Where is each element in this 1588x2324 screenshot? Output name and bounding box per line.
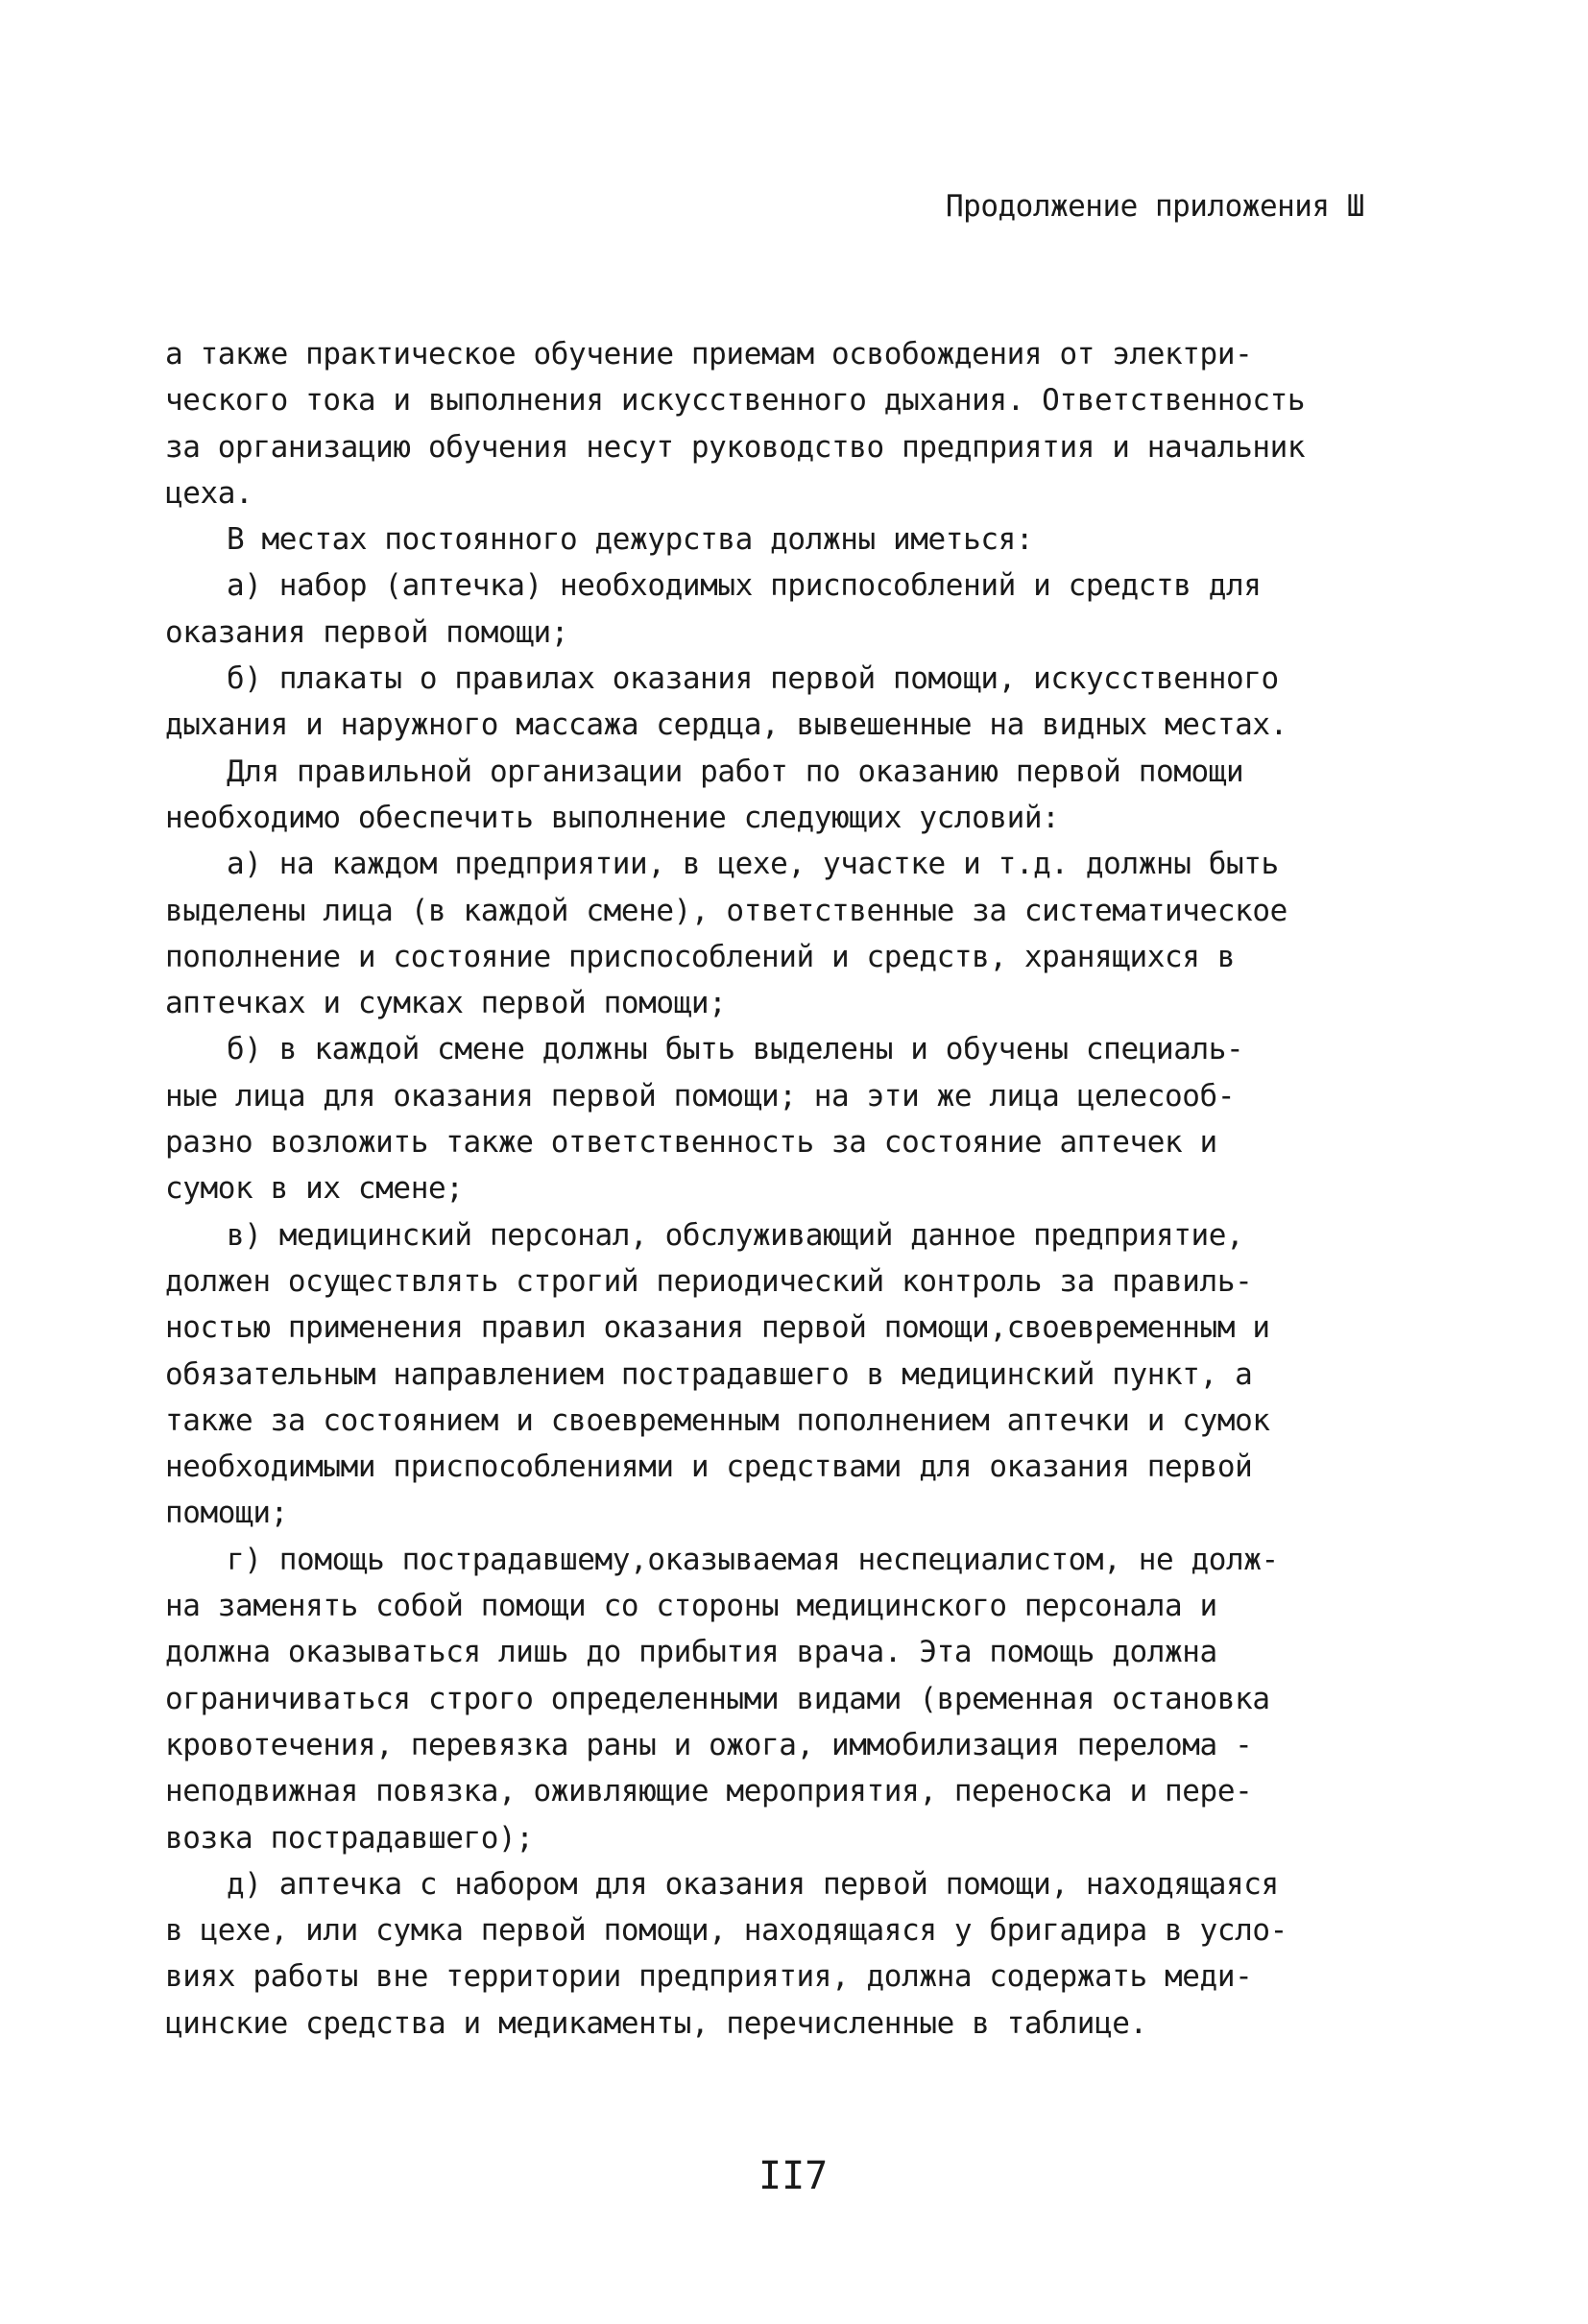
text-line: а) набор (аптечка) необходимых приспособлений и средств для [227,568,1262,604]
text-line: неподвижная повязка, оживляющие мероприятия, переноска и пере- [165,1774,1253,1809]
text-line: цеха. [165,475,253,511]
page-number: II7 [758,2154,829,2198]
text-line: на заменять собой помощи со стороны медицинского персонала и [165,1589,1217,1624]
text-line: также за состоянием и своевременным пополнением аптечки и сумок [165,1402,1270,1438]
text-line: помощи; [165,1496,288,1531]
text-line: необходимо обеспечить выполнение следующих условий: [165,800,1060,835]
text-line: В местах постоянного дежурства должны иметься: [227,522,1034,558]
text-line: выделены лица (в каждой смене), ответственные за систематическое [165,893,1287,928]
text-line: пополнение и состояние приспособлений и средств, хранящихся в [165,939,1236,974]
text-line: г) помощь пострадавшему,оказываемая неспециалистом, не долж- [227,1542,1279,1577]
text-line: обязательным направлением пострадавшего в медицинский пункт, а [165,1356,1253,1392]
text-line: виях работы вне территории предприятия, должна содержать меди- [165,1959,1253,1995]
text-line: д) аптечка с набором для оказания первой помощи, находящаяся [227,1866,1279,1902]
text-line: ограничиваться строго определенными видами (временная остановка [165,1681,1270,1716]
text-line: сумок в их смене; [165,1171,464,1207]
text-line: а) на каждом предприятии, в цехе, участке и т.д. должны быть [227,847,1279,882]
text-line: кровотечения, перевязка раны и ожога, иммобилизация перелома - [165,1727,1253,1762]
appendix-continuation-header: Продолжение приложения Ш [946,189,1364,224]
text-line: ческого тока и выполнения искусственного дыхания. Ответственность [165,383,1306,419]
text-line: в цехе, или сумка первой помощи, находящаяся у бригадира в усло- [165,1913,1287,1949]
text-line: ные лица для оказания первой помощи; на эти же лица целесооб- [165,1078,1236,1114]
body-text [165,331,1452,2047]
text-line: б) в каждой смене должны быть выделены и обучены специаль- [227,1032,1244,1067]
text-line: должен осуществлять строгий периодический контроль за правиль- [165,1263,1253,1299]
text-line: Для правильной организации работ по оказанию первой помощи [227,754,1244,789]
text-line: возка пострадавшего); [165,1820,534,1856]
text-line: необходимыми приспособлениями и средствами для оказания первой [165,1450,1253,1485]
text-line: за организацию обучения несут руководство предприятия и начальник [165,429,1306,465]
text-line: а также практическое обучение приемам освобождения от электри- [165,337,1253,371]
text-line: дыхания и наружного массажа сердца, вывешенные на видных местах. [165,707,1287,743]
text-line: аптечках и сумках первой помощи; [165,986,727,1021]
text-line: разно возложить также ответственность за состояние аптечек и [165,1125,1217,1161]
text-line: ностью применения правил оказания первой помощи,своевременным и [165,1310,1270,1346]
text-line: должна оказываться лишь до прибытия врача. Эта помощь должна [165,1635,1217,1670]
text-line: б) плакаты о правилах оказания первой помощи, искусственного [227,661,1279,697]
text-line: цинские средства и медикаменты, перечисленные в таблице. [165,2005,1147,2041]
text-line: в) медицинский персонал, обслуживающий данное предприятие, [227,1217,1244,1253]
text-line: оказания первой помощи; [165,614,569,650]
